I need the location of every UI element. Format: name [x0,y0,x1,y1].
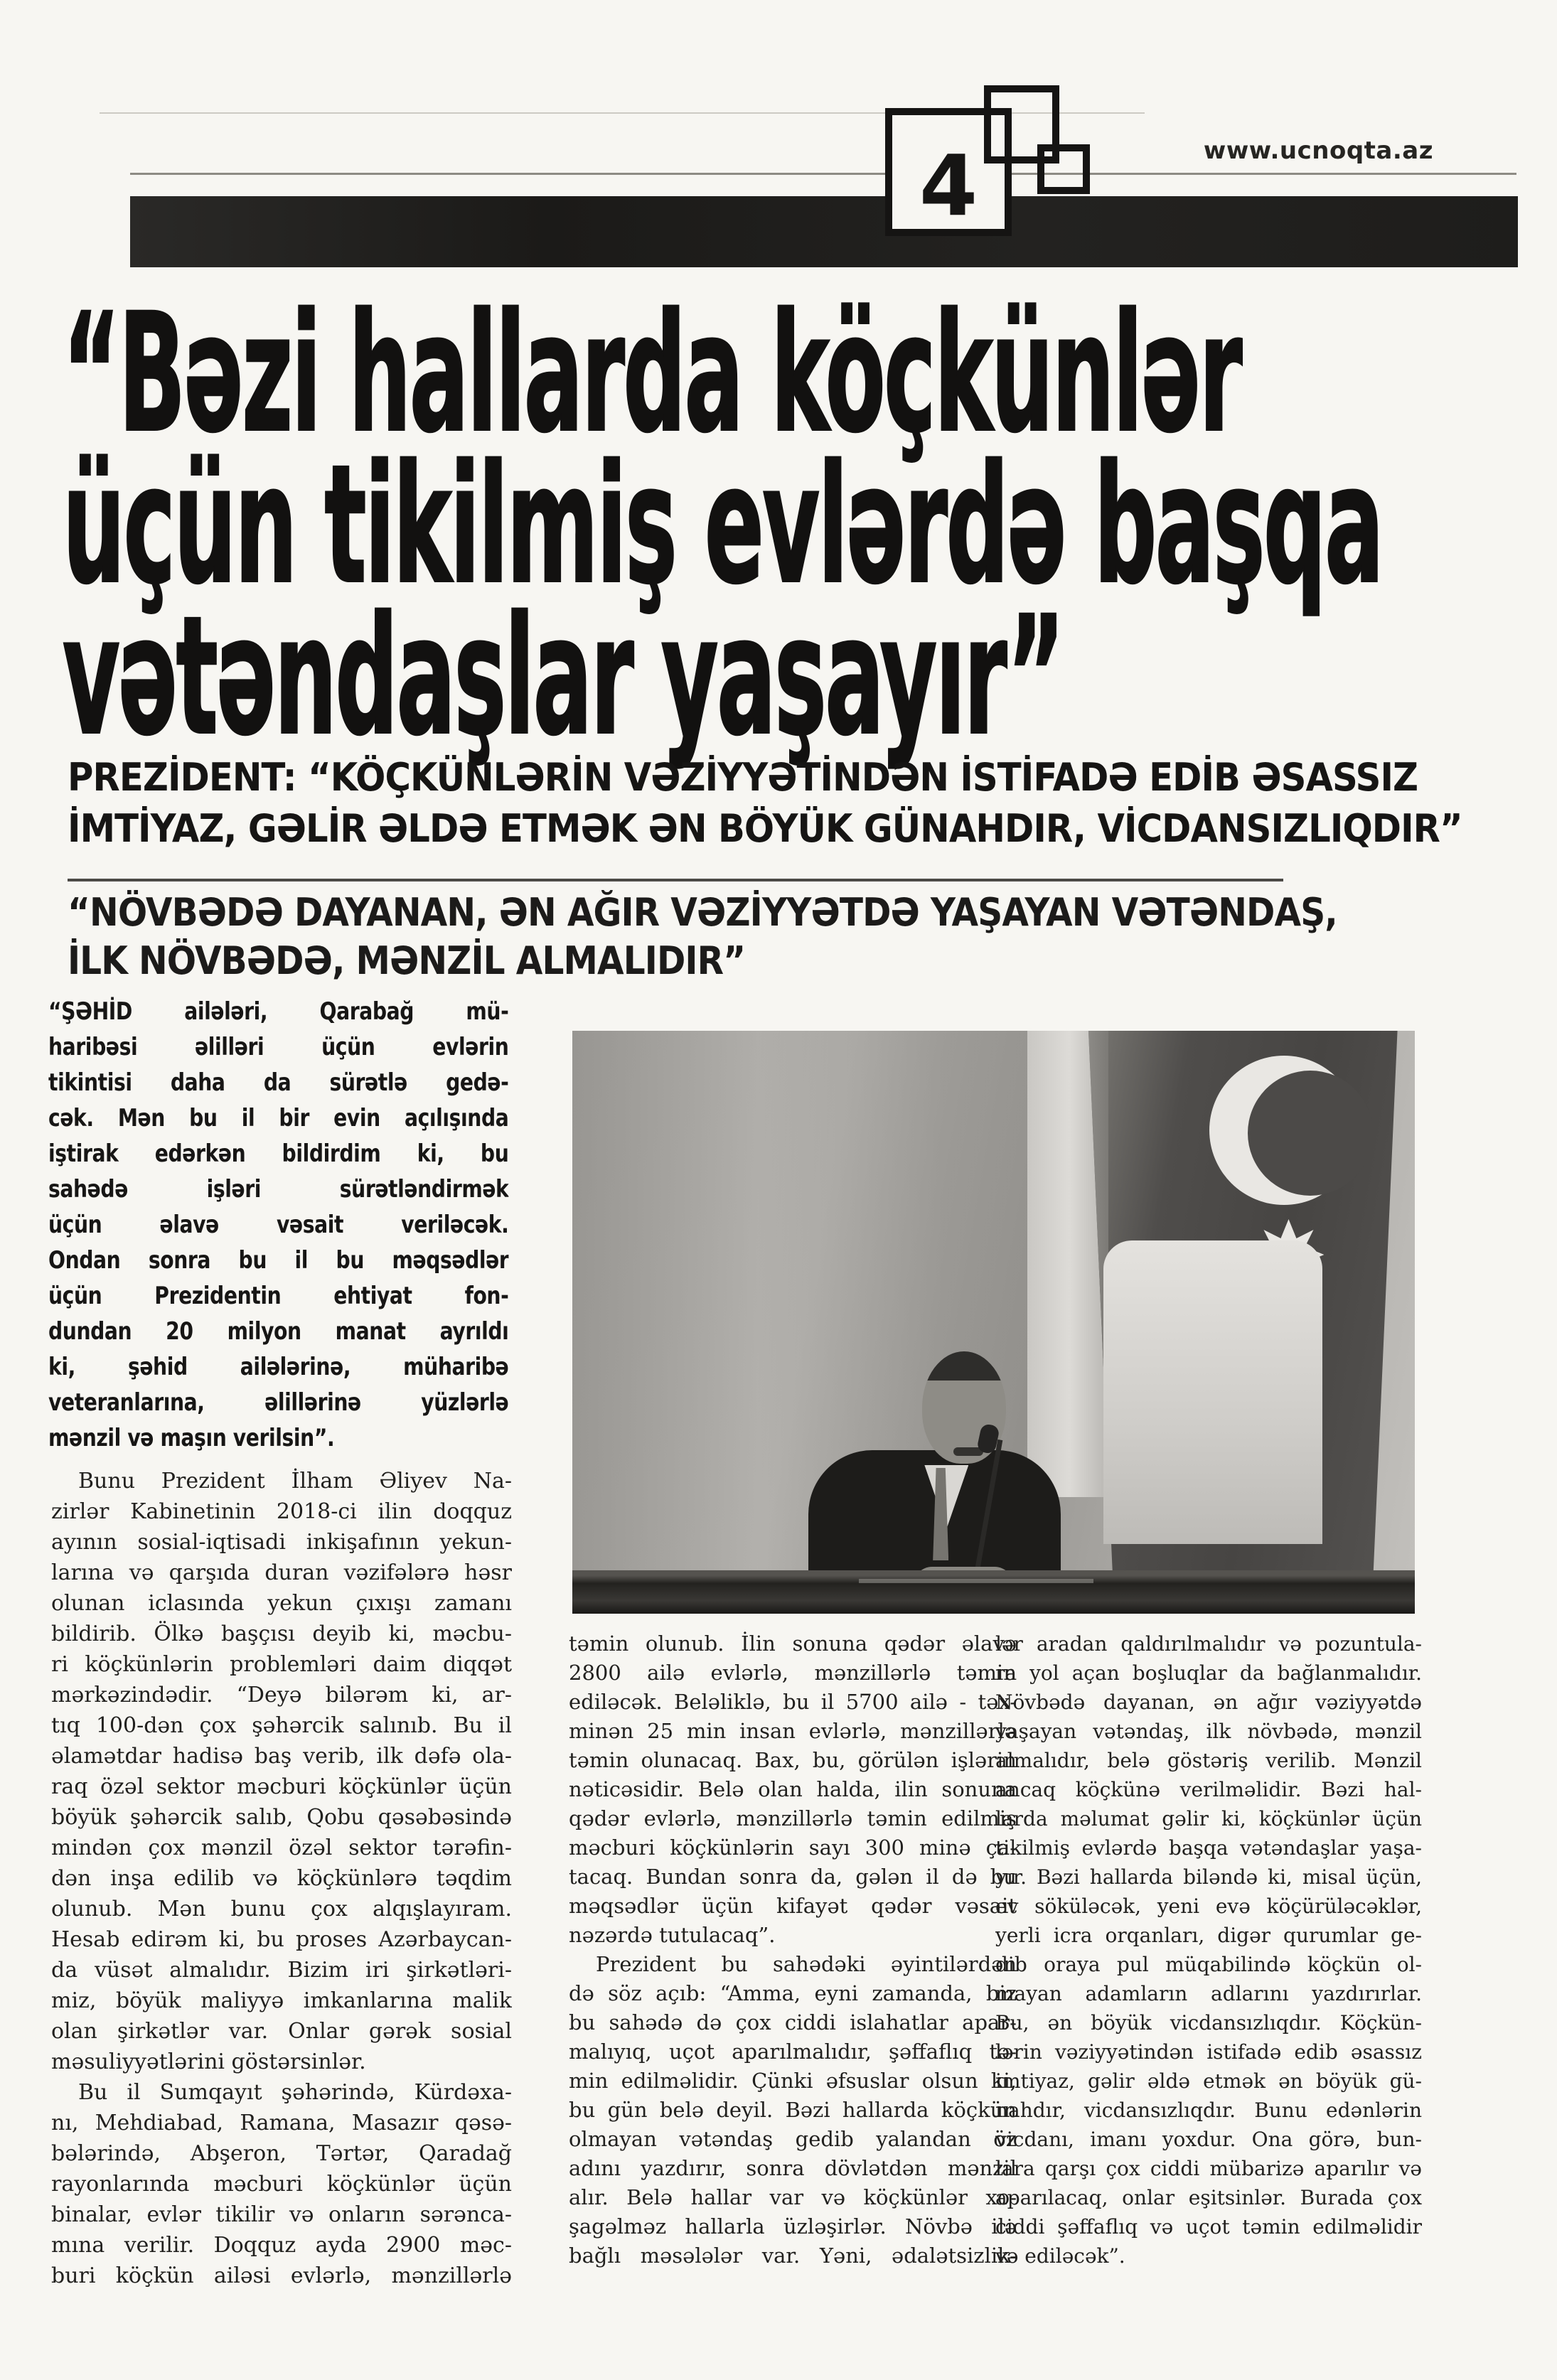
body-line: tikilmiş evlərdə başqa vətəndaşlar yaşa- [995,1836,1422,1860]
body-line: böyük şəhərcik salıb, Qobu qəsəbəsində [51,1805,512,1830]
body-line: vicdanı, imanı yoxdur. Ona görə, bun- [995,2128,1422,2151]
subhead-quote [68,889,1418,985]
lead-line: veteranlarına, əlillərinə yüzlərlə [48,1388,509,1417]
body-line: yerli icra orqanları, digər qurumlar ge- [995,1924,1422,1947]
body-line: mayan adamların adlarını yazdırırlar. [995,1982,1422,2005]
body-line: Növbədə dayanan, ən ağır vəziyyətdə [995,1690,1422,1714]
body-line: mərkəzindədir. “Deyə bilərəm ki, ar- [51,1683,512,1708]
table-surface [572,1570,1415,1614]
body-line: mindən çox mənzil özəl sektor tərəfin- [51,1835,512,1860]
lead-line: üçün əlavə vəsait veriləcək. [48,1211,509,1239]
subhead-line: İMTİYAZ, GƏLİR ƏLDƏ ETMƏK ƏN BÖYÜK GÜNAHDIR, VİCDANSIZLIQDIR” [68,806,1462,851]
body-line: Hesab edirəm ki, bu proses Azərbaycan- [51,1927,512,1952]
body-line: dən inşa edilib və köçkünlərə təqdim [51,1866,512,1891]
body-line: təmin olunacaq. Bax, bu, görülən işlərin [569,1748,1017,1772]
body-line: buri köçkün ailəsi evlərlə, mənzillərlə [51,2263,512,2288]
lead-line: Ondan sonra bu il bu məqsədlər [48,1246,509,1275]
body-line: tacaq. Bundan sonra da, gələn il də bu [569,1865,1017,1889]
body-line: lər aradan qaldırılmalıdır və pozuntula- [995,1632,1422,1656]
body-line: rayonlarında məcburi köçkünlər üçün [51,2172,512,2197]
lead-line: haribəsi əlilləri üçün evlərin [48,1033,509,1061]
subhead-line: İLK NÖVBƏDƏ, MƏNZİL ALMALIDIR” [68,938,746,983]
flag-crescent-cutout [1248,1071,1373,1196]
body-line: tıq 100-dən çox şəhərcik salınıb. Bu il [51,1713,512,1738]
body-line: məqsədlər üçün kifayət qədər vəsait [569,1894,1017,1918]
body-line: dib oraya pul müqabilində köçkün ol- [995,1953,1422,1976]
body-line: malıyıq, uçot aparılmalıdır, şəffaflıq tə- [569,2039,1017,2064]
body-line: ra yol açan boşluqlar da bağlanmalıdır. [995,1661,1422,1685]
body-line: mına verilir. Doqquz ayda 2900 məc- [51,2233,512,2258]
subhead-president [68,752,1462,854]
body-line: olmayan vətəndaş gedib yalandan öz [569,2127,1017,2151]
headline-line: üçün tikilmiş evlərdə başqa [63,430,1383,621]
lead-line: ki, şəhid ailələrinə, müharibə [48,1353,509,1381]
lead-line: mənzil və maşın verilsin”. [48,1424,335,1452]
body-line: adını yazdırır, sonra dövlətdən mənzil [569,2156,1017,2180]
body-line: ediləcək. Beləliklə, bu il 5700 ailə - təx- [569,1690,1017,1714]
lead-line: “ŞƏHİD ailələri, Qarabağ mü- [48,997,509,1026]
body-line: nı, Mehdiabad, Ramana, Masazır qəsə- [51,2111,512,2135]
body-line: şagəlməz hallarla üzləşirlər. Növbə ilə [569,2214,1017,2239]
body-line: olan şirkətlər var. Onlar gərək sosial [51,2019,512,2044]
body-line: bələrində, Abşeron, Tərtər, Qaradağ [51,2141,512,2166]
flag-crescent-icon [1209,1056,1359,1205]
logo-box-small [1037,144,1090,194]
body-line: imtiyaz, gəlir əldə etmək ən böyük gü- [995,2069,1422,2093]
lead-line: cək. Mən bu il bir evin açılışında [48,1104,509,1132]
body-line: ayının sosial-iqtisadi inkişafının yekun- [51,1530,512,1555]
body-line: miz, böyük maliyyə imkanlarına malik [51,1988,512,2013]
body-line: larına və qarşıda duran vəzifələrə həsr [51,1560,512,1585]
divider-rule [68,879,1283,881]
table-reflection [859,1579,1093,1583]
body-line: bağlı məsələlər var. Yəni, ədalətsizlik- [569,2244,1017,2268]
body-line: Prezident bu sahədəki əyintilərdən [596,1952,1017,1976]
body-line: lərin vəziyyətindən istifadə edib əsassız [995,2040,1422,2064]
subhead-line: “NÖVBƏDƏ DAYANAN, ƏN AĞIR VƏZİYYƏTDƏ YAŞAYAN VƏTƏNDAŞ, [68,890,1337,935]
body-line: məsuliyyətlərini göstərsinlər. [51,2049,366,2074]
body-line: ciddi şəffaflıq və uçot təmin edilməlidir [995,2215,1422,2239]
body-line: bu gün belə deyil. Bəzi hallarda köçkün [569,2098,1017,2122]
body-line: ri köçkünlərin problemləri daim diqqət [51,1652,512,1677]
site-url: www.ucnoqta.az [1203,136,1433,165]
president-photo [572,1031,1415,1614]
body-line: Bu, ən böyük vicdansızlıqdır. Köçkün- [995,2011,1422,2035]
body-line: bildirib. Ölkə başçısı deyib ki, məcbu- [51,1621,512,1646]
body-line: olunan iclasında yekun çıxışı zamanı [51,1591,512,1616]
page-number: 4 [919,136,978,235]
body-line: qədər evlərlə, mənzillərlə təmin edilmiş [569,1806,1017,1830]
body-line: zirlər Kabinetinin 2018-ci ilin doqquz [51,1499,512,1524]
body-line: 2800 ailə evlərlə, mənzillərlə təmin [569,1661,1017,1685]
body-line: və ediləcək”. [995,2244,1125,2268]
lead-line: iştirak edərkən bildirdim ki, bu [48,1140,509,1168]
headline-line: “Bəzi hallarda köçkünlər [63,279,1241,469]
body-line: larda məlumat gəlir ki, köçkünlər üçün [995,1807,1422,1830]
lead-line: üçün Prezidentin ehtiyat fon- [48,1282,509,1310]
body-line: min edilməlidir. Çünki əfsuslar olsun ki, [569,2069,1017,2093]
body-line: nahdır, vicdansızlıqdır. Bunu edənlərin [995,2098,1422,2122]
body-line: da vüsət almalıdır. Bizim iri şirkətləri- [51,1958,512,1983]
lead-paragraph [48,994,603,1456]
headline-line: vətəndaşlar yaşayır” [63,581,1064,772]
article-column-middle [569,1629,1017,2271]
body-line: bu sahədə də çox ciddi islahatlar apar- [569,2010,1017,2035]
body-line: məcburi köçkünlərin sayı 300 minə ça- [569,1835,1017,1860]
article-column-right [995,1629,1422,2271]
lead-line: tikintisi daha da sürətlə gedə- [48,1068,509,1097]
body-line: binalar, evlər tikilir və onların sərənca- [51,2202,512,2227]
body-line: olunub. Mən bunu çox alqışlayıram. [51,1897,512,1921]
lead-line: sahədə işləri sürətləndirmək [48,1175,509,1204]
lead-line: dundan 20 milyon manat ayrıldı [48,1317,509,1346]
body-line: minən 25 min insan evlərlə, mənzillərlə [569,1719,1017,1743]
body-line: almalıdır, belə göstəriş verilib. Mənzil [995,1749,1422,1772]
subhead-line: PREZİDENT: “KÖÇKÜNLƏRİN VƏZİYYƏTİNDƏN İSTİFADƏ EDİB ƏSASSIZ [68,755,1418,800]
body-line: yaşayan vətəndaş, ilk növbədə, mənzil [995,1720,1422,1743]
body-line: aparılacaq, onlar eşitsinlər. Burada çox [995,2186,1422,2209]
body-line: də söz açıb: “Amma, eyni zamanda, biz [569,1981,1017,2005]
body-line: alır. Belə hallar var və köçkünlər xo- [569,2185,1017,2209]
body-line: ev söküləcək, yeni evə köçürüləcəklər, [995,1894,1422,1918]
white-chair [1103,1240,1322,1543]
article-column-left [51,1466,512,2291]
body-line: əlamətdar hadisə baş verib, ilk dəfə ola- [51,1744,512,1769]
body-line: ancaq köçkünə verilməlidir. Bəzi hal- [995,1778,1422,1801]
body-line: təmin olunub. İlin sonuna qədər əlavə [569,1631,1017,1656]
masthead-bar [130,196,1518,267]
header-thin-rule [130,173,1516,175]
body-line: Bunu Prezident İlham Əliyev Na- [78,1469,512,1494]
headline [63,279,1548,772]
body-line: yır. Bəzi hallarda biləndə ki, misal üçün, [995,1865,1422,1889]
body-line: nəticəsidir. Belə olan halda, ilin sonuna [569,1777,1017,1801]
body-line: raq özəl sektor məcburi köçkünlər üçün [51,1774,512,1799]
body-line: nəzərdə tutulacaq”. [569,1923,776,1947]
body-line: Bu il Sumqayıt şəhərində, Kürdəxa- [78,2080,512,2105]
body-line: lara qarşı çox ciddi mübarizə aparılır və [995,2157,1422,2180]
